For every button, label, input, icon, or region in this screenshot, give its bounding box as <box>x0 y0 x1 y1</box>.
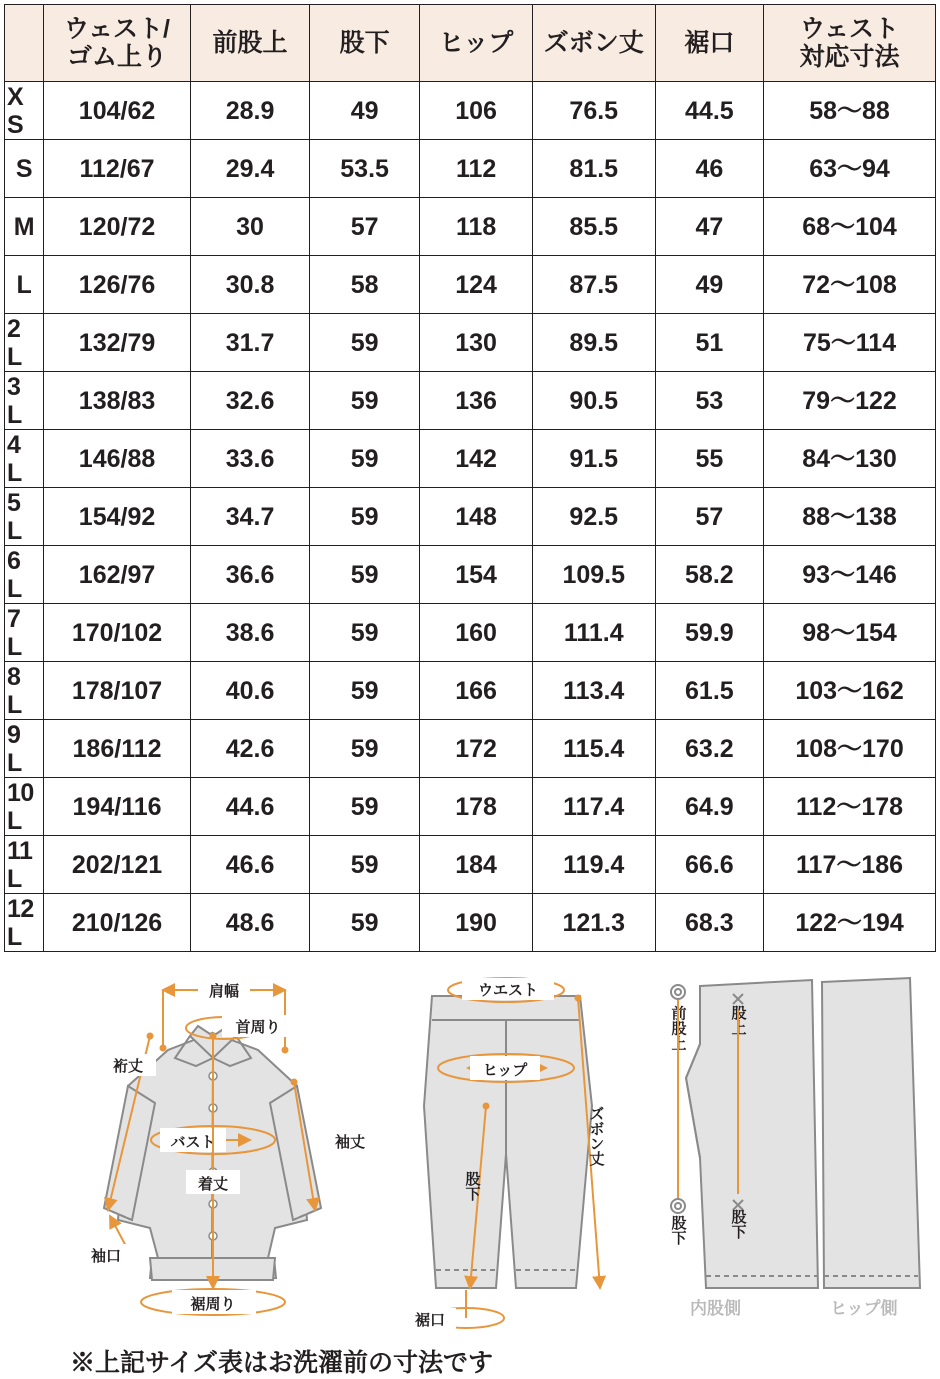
cell-front-rise: 48.6 <box>191 894 310 952</box>
cell-waist: 178/107 <box>43 662 190 720</box>
cell-inseam: 59 <box>309 720 419 778</box>
table-row <box>5 314 936 372</box>
cell-waist: 170/102 <box>43 604 190 662</box>
table-row <box>5 836 936 894</box>
row-size: L <box>5 256 44 314</box>
cell-front-rise: 40.6 <box>191 662 310 720</box>
row-size: 5 L <box>5 488 44 546</box>
cell-pants-length: 85.5 <box>532 198 655 256</box>
cell-waist: 154/92 <box>43 488 190 546</box>
cell-inseam: 59 <box>309 662 419 720</box>
cell-waist: 112/67 <box>43 140 190 198</box>
label-back-rise: 股上 <box>729 1005 747 1035</box>
table-row <box>5 372 936 430</box>
cell-hip: 142 <box>420 430 533 488</box>
row-size: S <box>5 140 44 198</box>
header-waist-range <box>764 5 936 82</box>
cell-pants-length: 115.4 <box>532 720 655 778</box>
row-size: 2 L <box>5 314 44 372</box>
cell-waist: 104/62 <box>43 82 190 140</box>
table-row <box>5 546 936 604</box>
header-waist-range-line1: ウェスト <box>800 15 900 43</box>
table-row <box>5 604 936 662</box>
cell-hip: 136 <box>420 372 533 430</box>
cell-hem: 59.9 <box>655 604 763 662</box>
cell-waist-range: 63〜94 <box>764 140 936 198</box>
header-corner <box>5 5 44 82</box>
cell-waist-range: 122〜194 <box>764 894 936 952</box>
cell-hip: 106 <box>420 82 533 140</box>
table-body <box>5 82 936 952</box>
cell-hip: 172 <box>420 720 533 778</box>
label-front-inseam: 股下 <box>669 1215 687 1245</box>
label-pants-hip: ヒップ <box>482 1062 528 1079</box>
cell-waist-range: 98〜154 <box>764 604 936 662</box>
jacket-illustration <box>80 978 380 1315</box>
cell-waist: 146/88 <box>43 430 190 488</box>
label-cuff: 袖口 <box>90 1248 122 1265</box>
row-size: M <box>5 198 44 256</box>
header-waist-line1: ウェスト/ <box>64 15 170 43</box>
cell-pants-length: 81.5 <box>532 140 655 198</box>
cell-hem: 68.3 <box>655 894 763 952</box>
header-hip: ヒップ <box>420 5 533 82</box>
cell-front-rise: 32.6 <box>191 372 310 430</box>
cell-inseam: 59 <box>309 894 419 952</box>
row-size: 11 L <box>5 836 44 894</box>
row-size: 6 L <box>5 546 44 604</box>
label-pants-inseam: 股下 <box>463 1171 481 1201</box>
cell-waist-range: 117〜186 <box>764 836 936 894</box>
cell-waist-range: 72〜108 <box>764 256 936 314</box>
cell-hip: 166 <box>420 662 533 720</box>
label-bust: バスト <box>170 1134 216 1151</box>
cell-pants-length: 117.4 <box>532 778 655 836</box>
cell-pants-length: 109.5 <box>532 546 655 604</box>
cell-waist: 138/83 <box>43 372 190 430</box>
cell-waist-range: 103〜162 <box>764 662 936 720</box>
cell-pants-length: 87.5 <box>532 256 655 314</box>
header-waist-range-line2: 対応寸法 <box>799 43 900 71</box>
cell-hem: 64.9 <box>655 778 763 836</box>
cell-front-rise: 28.9 <box>191 82 310 140</box>
row-size: 8 L <box>5 662 44 720</box>
cell-hip: 154 <box>420 546 533 604</box>
cell-hip: 190 <box>420 894 533 952</box>
cell-front-rise: 31.7 <box>191 314 310 372</box>
label-inner-side: 内股側 <box>690 1299 741 1318</box>
table-row <box>5 662 936 720</box>
cell-hem: 53 <box>655 372 763 430</box>
cell-waist-range: 108〜170 <box>764 720 936 778</box>
label-pants-length: ズボン丈 <box>587 1106 605 1166</box>
cell-inseam: 59 <box>309 372 419 430</box>
pants-illustration <box>402 978 605 1330</box>
cell-front-rise: 30.8 <box>191 256 310 314</box>
cell-pants-length: 91.5 <box>532 430 655 488</box>
cell-inseam: 59 <box>309 314 419 372</box>
cell-front-rise: 33.6 <box>191 430 310 488</box>
cell-inseam: 59 <box>309 836 419 894</box>
cell-pants-length: 92.5 <box>532 488 655 546</box>
cell-hem: 44.5 <box>655 82 763 140</box>
size-chart-page <box>0 4 940 1377</box>
size-table <box>4 4 936 952</box>
cell-pants-length: 76.5 <box>532 82 655 140</box>
cell-hip: 112 <box>420 140 533 198</box>
header-inseam: 股下 <box>309 5 419 82</box>
header-pants-length: ズボン丈 <box>532 5 655 82</box>
label-pants-hem: 裾口 <box>414 1312 446 1329</box>
table-row <box>5 430 936 488</box>
cell-hem: 57 <box>655 488 763 546</box>
table-row <box>5 256 936 314</box>
label-sleeve-length: 袖丈 <box>334 1134 366 1151</box>
row-size: 4 L <box>5 430 44 488</box>
cell-waist: 126/76 <box>43 256 190 314</box>
cell-hem: 55 <box>655 430 763 488</box>
cell-hem: 49 <box>655 256 763 314</box>
cell-waist-range: 93〜146 <box>764 546 936 604</box>
cell-pants-length: 111.4 <box>532 604 655 662</box>
cell-front-rise: 44.6 <box>191 778 310 836</box>
cell-inseam: 59 <box>309 488 419 546</box>
cell-waist: 132/79 <box>43 314 190 372</box>
cell-inseam: 53.5 <box>309 140 419 198</box>
cell-waist-range: 112〜178 <box>764 778 936 836</box>
table-row <box>5 894 936 952</box>
rise-illustration <box>670 978 921 1318</box>
cell-front-rise: 38.6 <box>191 604 310 662</box>
cell-waist-range: 68〜104 <box>764 198 936 256</box>
table-row <box>5 140 936 198</box>
label-yuki: 裄丈 <box>112 1058 144 1075</box>
cell-inseam: 49 <box>309 82 419 140</box>
cell-hem: 58.2 <box>655 546 763 604</box>
cell-hip: 148 <box>420 488 533 546</box>
cell-inseam: 58 <box>309 256 419 314</box>
header-waist <box>43 5 190 82</box>
cell-front-rise: 42.6 <box>191 720 310 778</box>
cell-waist-range: 58〜88 <box>764 82 936 140</box>
cell-front-rise: 46.6 <box>191 836 310 894</box>
cell-hem: 46 <box>655 140 763 198</box>
cell-pants-length: 119.4 <box>532 836 655 894</box>
cell-hem: 61.5 <box>655 662 763 720</box>
cell-front-rise: 29.4 <box>191 140 310 198</box>
cell-pants-length: 90.5 <box>532 372 655 430</box>
cell-front-rise: 36.6 <box>191 546 310 604</box>
cell-waist: 120/72 <box>43 198 190 256</box>
cell-hem: 47 <box>655 198 763 256</box>
row-size: X S <box>5 82 44 140</box>
cell-pants-length: 89.5 <box>532 314 655 372</box>
header-front-rise: 前股上 <box>191 5 310 82</box>
row-size: 12 L <box>5 894 44 952</box>
cell-inseam: 59 <box>309 430 419 488</box>
label-front-rise: 前股上 <box>669 1005 687 1051</box>
cell-inseam: 59 <box>309 546 419 604</box>
table-row <box>5 198 936 256</box>
cell-hip: 184 <box>420 836 533 894</box>
cell-waist-range: 75〜114 <box>764 314 936 372</box>
cell-waist: 162/97 <box>43 546 190 604</box>
label-back-inseam: 股下 <box>729 1209 747 1239</box>
label-neck: 首周り <box>235 1019 281 1036</box>
header-hem: 裾口 <box>655 5 763 82</box>
table-row <box>5 488 936 546</box>
cell-front-rise: 30 <box>191 198 310 256</box>
cell-waist: 186/112 <box>43 720 190 778</box>
cell-hip: 124 <box>420 256 533 314</box>
cell-waist: 202/121 <box>43 836 190 894</box>
label-hip-side: ヒップ側 <box>830 1299 898 1318</box>
cell-hem: 63.2 <box>655 720 763 778</box>
cell-hem: 51 <box>655 314 763 372</box>
measurement-diagram <box>0 958 940 1378</box>
cell-inseam: 59 <box>309 778 419 836</box>
label-pants-waist: ウエスト <box>477 982 539 999</box>
cell-inseam: 57 <box>309 198 419 256</box>
row-size: 9 L <box>5 720 44 778</box>
cell-hem: 66.6 <box>655 836 763 894</box>
cell-pants-length: 113.4 <box>532 662 655 720</box>
row-size: 3 L <box>5 372 44 430</box>
label-shoulder-width: 肩幅 <box>208 983 240 1000</box>
cell-waist-range: 88〜138 <box>764 488 936 546</box>
table-row <box>5 778 936 836</box>
table-header-row <box>5 5 936 82</box>
cell-waist: 194/116 <box>43 778 190 836</box>
cell-hip: 160 <box>420 604 533 662</box>
cell-waist-range: 84〜130 <box>764 430 936 488</box>
cell-hip: 178 <box>420 778 533 836</box>
cell-pants-length: 121.3 <box>532 894 655 952</box>
cell-waist-range: 79〜122 <box>764 372 936 430</box>
cell-hip: 130 <box>420 314 533 372</box>
label-hem-circumference: 裾周り <box>190 1296 236 1313</box>
cell-inseam: 59 <box>309 604 419 662</box>
cell-waist: 210/126 <box>43 894 190 952</box>
row-size: 7 L <box>5 604 44 662</box>
table-row <box>5 720 936 778</box>
row-size: 10 L <box>5 778 44 836</box>
footnote: ※上記サイズ表はお洗濯前の寸法です <box>70 1349 494 1377</box>
table-row <box>5 82 936 140</box>
header-waist-line2: ゴム上り <box>67 43 168 71</box>
label-body-length: 着丈 <box>197 1176 229 1193</box>
cell-front-rise: 34.7 <box>191 488 310 546</box>
cell-hip: 118 <box>420 198 533 256</box>
